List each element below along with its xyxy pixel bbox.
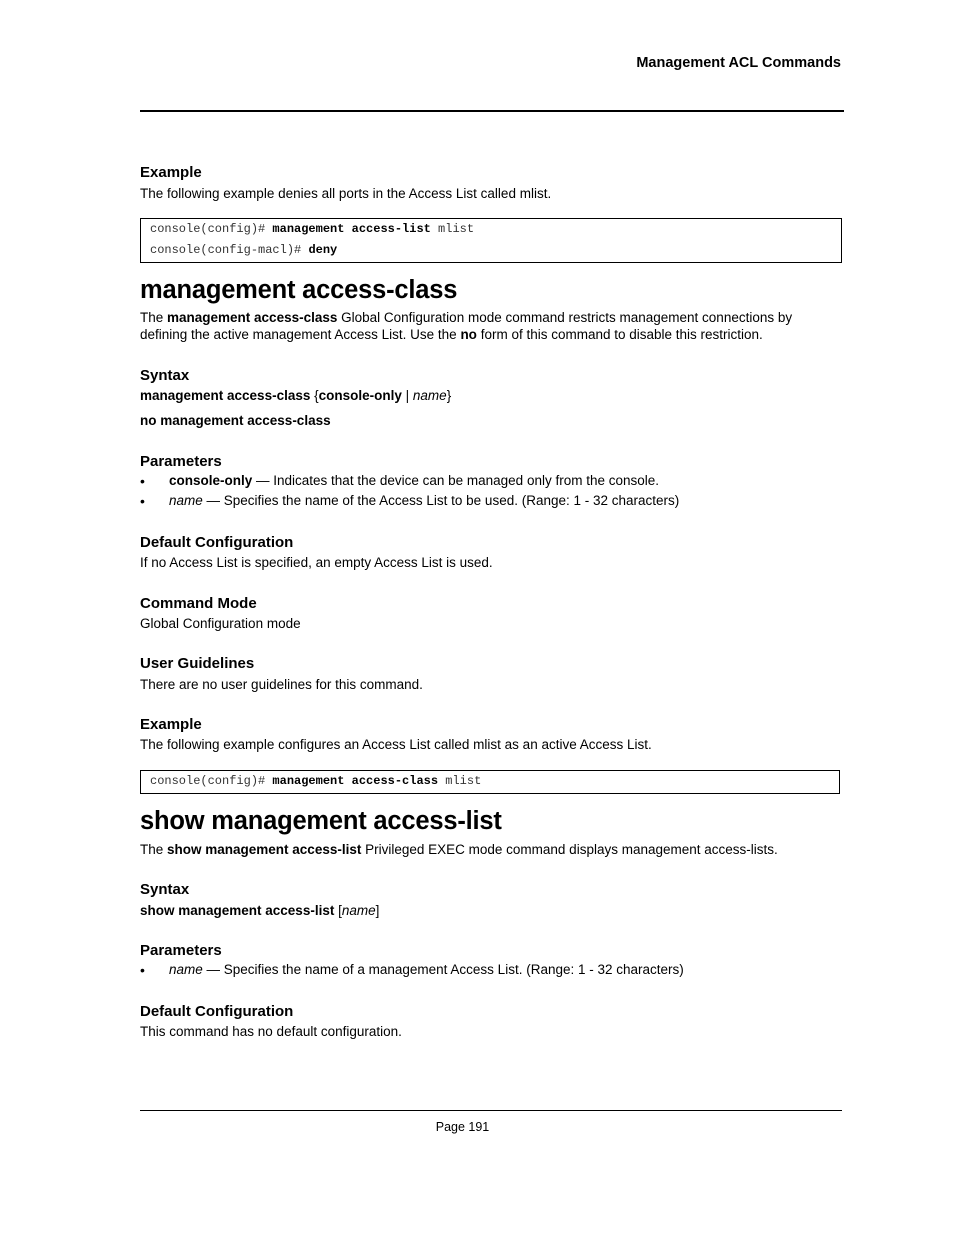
example-text: The following example configures an Access List called mlist as an active Access List. — [140, 737, 652, 752]
code-line — [150, 774, 481, 788]
example-heading: Example — [140, 164, 202, 181]
default-config-text: If no Access List is specified, an empty Access List is used. — [140, 555, 493, 570]
desc-text: The — [140, 310, 168, 325]
syntax-heading: Syntax — [140, 881, 190, 898]
desc-command: management access-class — [167, 310, 338, 325]
syntax-separator: | — [401, 388, 413, 403]
code-prompt: console(config)# — [150, 222, 273, 236]
section-title: show management access-list — [140, 807, 502, 835]
section-description — [140, 841, 778, 858]
code-argument: mlist — [438, 774, 482, 788]
default-config-heading: Default Configuration — [140, 534, 294, 551]
command-mode-text: Global Configuration mode — [140, 616, 301, 631]
section-description — [140, 309, 792, 326]
code-prompt: console(config-macl)# — [150, 243, 309, 257]
section-description — [140, 326, 763, 343]
desc-text: Privileged EXEC mode command displays management access-lists. — [361, 842, 778, 857]
parameter-term: name — [169, 493, 203, 508]
footer-rule — [140, 1110, 842, 1111]
bullet-icon: • — [140, 962, 145, 978]
syntax-command: management access-class — [140, 388, 311, 403]
syntax-parameter: name — [341, 903, 376, 918]
code-block — [140, 218, 842, 263]
syntax-line — [140, 387, 451, 404]
bullet-icon: • — [140, 473, 145, 489]
code-command: management access-class — [272, 774, 439, 788]
example-text: The following example denies all ports in the Access List called mlist. — [140, 186, 552, 201]
syntax-bracket: [ — [334, 903, 342, 918]
syntax-brace: } — [446, 388, 452, 403]
code-argument: mlist — [430, 222, 475, 236]
bullet-icon: • — [140, 493, 145, 509]
desc-text: Global Configuration mode command restricts management connections by — [337, 310, 793, 325]
default-config-heading: Default Configuration — [140, 1003, 294, 1020]
syntax-line — [140, 902, 379, 919]
user-guidelines-heading: User Guidelines — [140, 655, 255, 672]
code-line — [150, 243, 337, 257]
parameters-heading: Parameters — [140, 942, 222, 959]
syntax-heading: Syntax — [140, 367, 190, 384]
parameter-text: — Specifies the name of the Access List to be used. (Range: 1 - 32 characters) — [202, 493, 680, 508]
running-header: Management ACL Commands — [636, 55, 841, 71]
user-guidelines-text: There are no user guidelines for this command. — [140, 677, 423, 692]
desc-keyword: no — [460, 327, 477, 342]
syntax-command: show management access-list — [140, 903, 335, 918]
syntax-line-no-form: no management access-class — [140, 413, 331, 428]
desc-text: form of this command to disable this restriction. — [476, 327, 763, 342]
code-command: management access-list — [272, 222, 431, 236]
parameter-term: console-only — [169, 473, 253, 488]
syntax-option: console-only — [318, 388, 402, 403]
example-heading: Example — [140, 716, 202, 733]
code-block — [140, 770, 840, 794]
parameter-term: name — [169, 962, 203, 977]
desc-text: The — [140, 842, 168, 857]
code-prompt: console(config)# — [150, 774, 273, 788]
page-number: Page 191 — [435, 1120, 490, 1134]
syntax-bracket: ] — [375, 903, 380, 918]
code-command: deny — [308, 243, 338, 257]
section-title: management access-class — [140, 276, 458, 304]
parameter-text: — Indicates that the device can be managed only from the console. — [252, 473, 660, 488]
desc-command: show management access-list — [167, 842, 362, 857]
desc-text: defining the active management Access List. Use the — [140, 327, 461, 342]
default-config-text: This command has no default configuration. — [140, 1024, 402, 1039]
parameters-heading: Parameters — [140, 453, 222, 470]
parameter-text: — Specifies the name of a management Access List. (Range: 1 - 32 characters) — [202, 962, 684, 977]
command-mode-heading: Command Mode — [140, 595, 257, 612]
code-line — [150, 222, 474, 236]
header-rule — [140, 110, 844, 112]
syntax-brace: { — [310, 388, 319, 403]
syntax-parameter: name — [412, 388, 447, 403]
